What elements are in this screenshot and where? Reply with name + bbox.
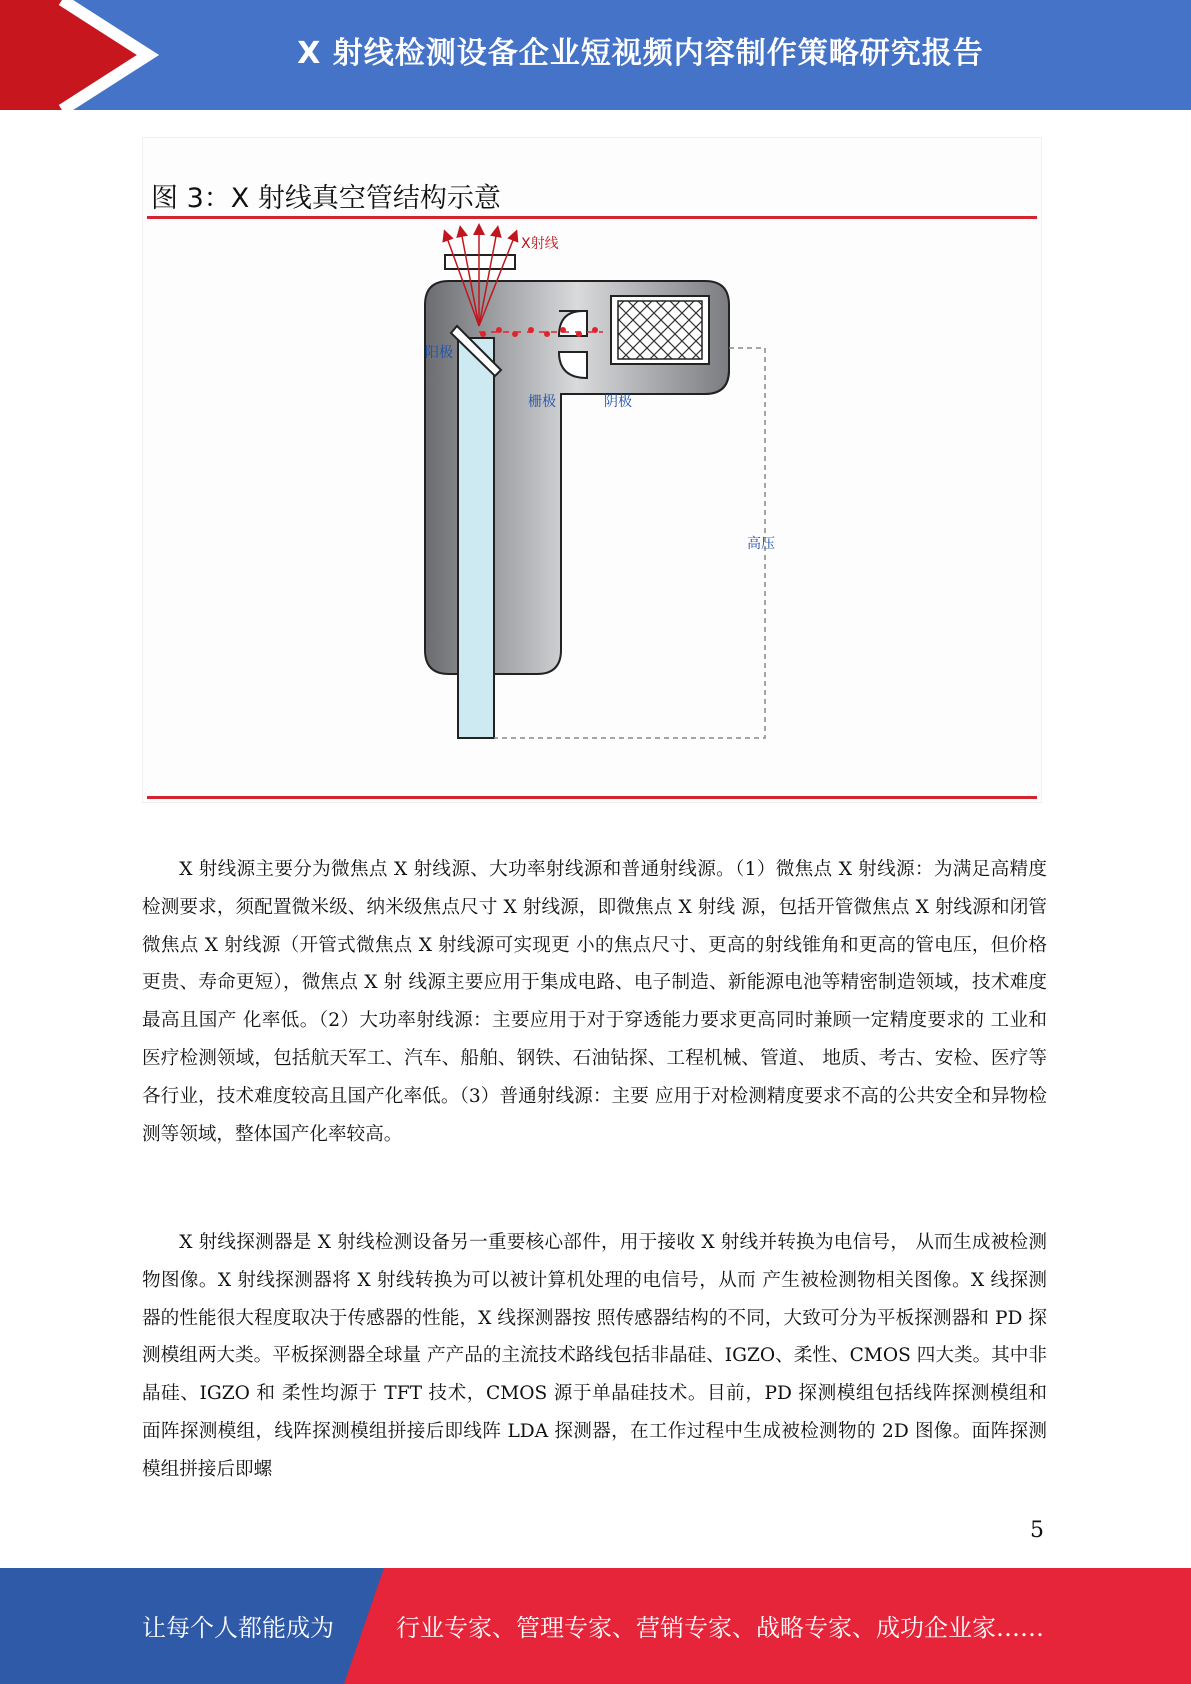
label-grid: 栅极 xyxy=(528,394,556,410)
footer-banner xyxy=(0,1568,1191,1684)
figure-container xyxy=(142,137,1042,803)
anode-rod xyxy=(458,338,494,738)
label-high-voltage: 高压 xyxy=(747,536,775,552)
footer-slogan-right: 行业专家、管理专家、营销专家、战略专家、成功企业家…… xyxy=(396,1614,1044,1642)
footer-slogan-left: 让每个人都能成为 xyxy=(142,1614,334,1642)
header-banner xyxy=(0,0,1191,110)
report-title: X 射线检测设备企业短视频内容制作策略研究报告 xyxy=(297,36,984,71)
figure-bottom-rule xyxy=(147,796,1037,799)
paragraph-xray-sources: X 射线源主要分为微焦点 X 射线源、大功率射线源和普通射线源。（1）微焦点 X 射线源：为满足高精度检测要求，须配置微米级、纳米级焦点尺寸 X 射线源，即微焦点 X 射线 源，包括开管微焦点 X 射线源和闭管微焦点 X 射线源（开管式微焦点 X 射线源可实现更 小的焦点尺寸、更高的射线锥角和更高的管电压，但价格更贵、寿命更短），微焦点 X 射 线源主要应用于集成电路、电子制造、新能源电池等精密制造领域，技术难度最高且国产 化率低。（2）大功率射线源：主要应用于对于穿透能力要求更高同时兼顾一定精度要求的 工业和医疗检测领域，包括航天军工、汽车、船舶、钢铁、石油钻探、工程机械、管道、 地质、考古、安检、医疗等各行业，技术难度较高且国产化率低。（3）普通射线源：主要 应用于对检测精度要求不高的公共安全和异物检测等领域，整体国产化率较高。 xyxy=(142,859,1047,1145)
figure-title: 图 3：X 射线真空管结构示意 xyxy=(151,183,501,214)
xray-tube-diagram xyxy=(143,138,1041,802)
label-anode: 阳极 xyxy=(425,345,453,361)
label-cathode: 阴极 xyxy=(604,394,632,410)
label-xray: X射线 xyxy=(521,236,559,252)
page-number: 5 xyxy=(1030,1518,1044,1543)
paragraph-xray-detectors: X 射线探测器是 X 射线检测设备另一重要核心部件，用于接收 X 射线并转换为电信号， 从而生成被检测物图像。X 射线探测器将 X 射线转换为可以被计算机处理的电信号，从而 产生被检测物相关图像。X 线探测器的性能很大程度取决于传感器的性能，X 线探测器按 照传感器结构的不同，大致可分为平板探测器和 PD 探测模组两大类。平板探测器全球量 产产品的主流技术路线包括非晶硅、IGZO、柔性、CMOS 四大类。其中非晶硅、IGZO 和 柔性均源于 TFT 技术，CMOS 源于单晶硅技术。目前，PD 探测模组包括线阵探测模组和 面阵探测模组，线阵探测模组拼接后即线阵 LDA 探测器，在工作过程中生成被检测物的 2D 图像。面阵探测模组拼接后即螺 xyxy=(142,1232,1047,1480)
